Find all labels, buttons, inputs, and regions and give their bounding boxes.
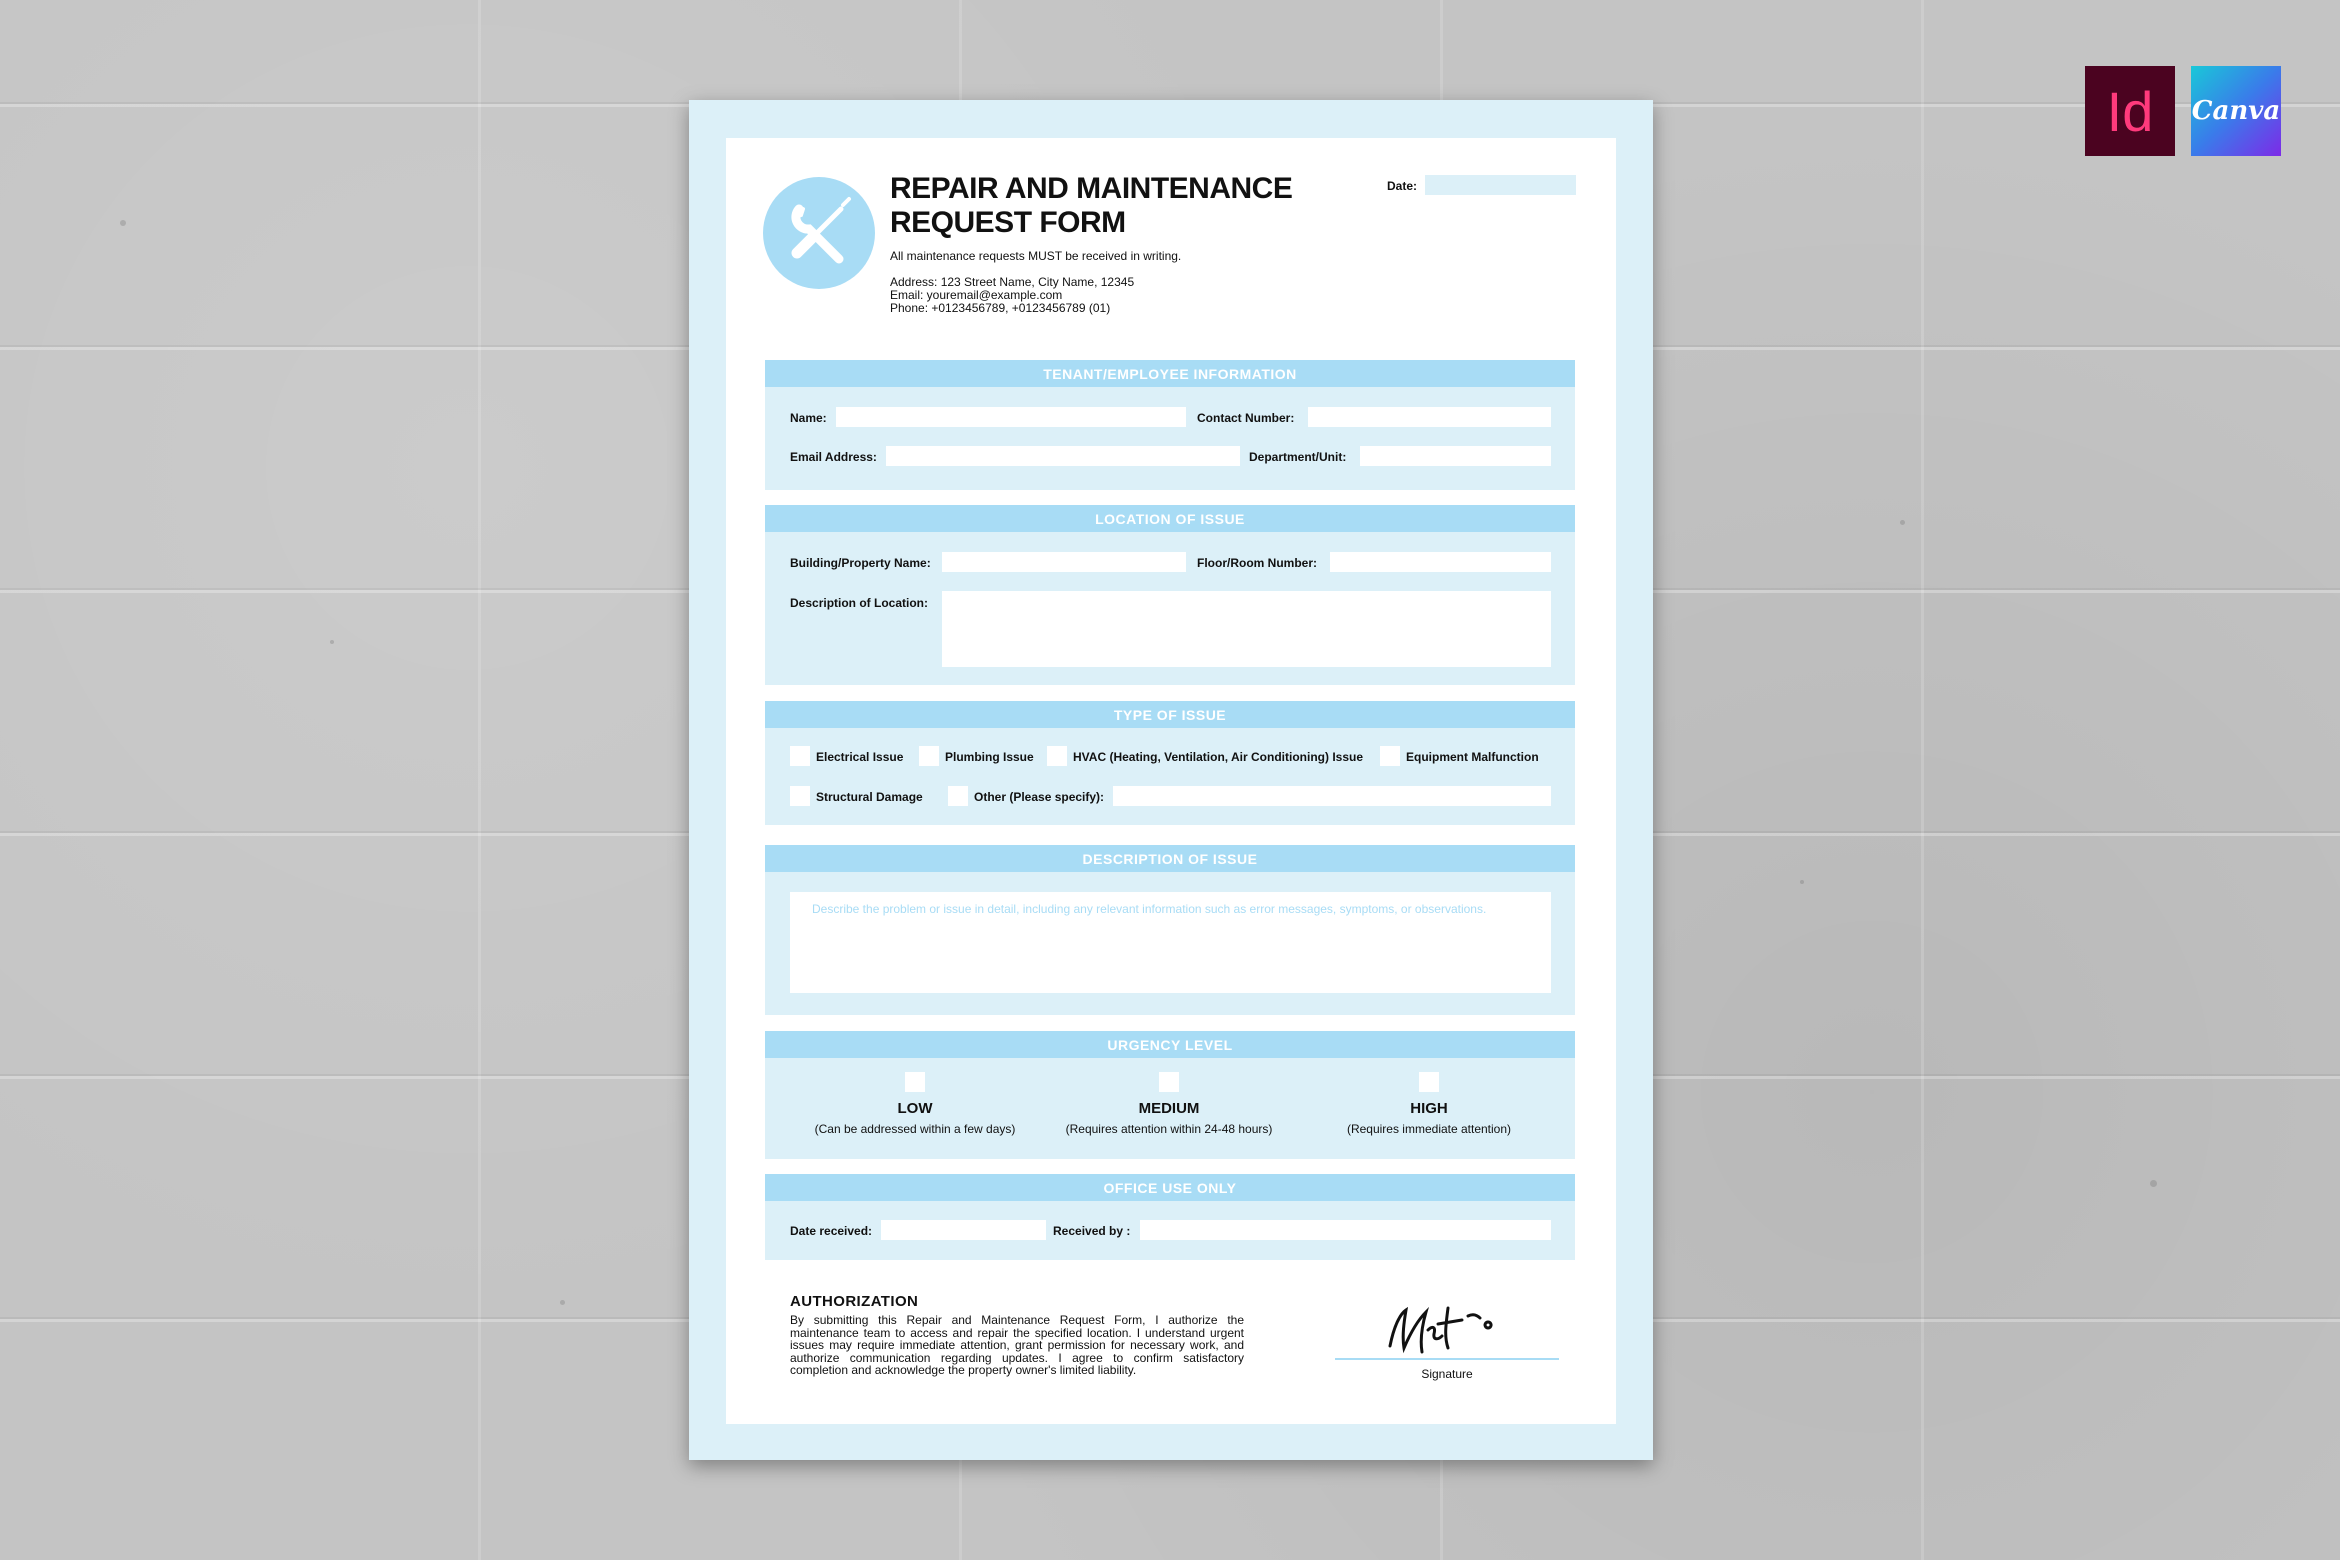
other-label: Other (Please specify):	[974, 790, 1105, 804]
urgency-medium-title: MEDIUM	[1138, 1100, 1200, 1117]
contact-address: Address: 123 Street Name, City Name, 12345	[890, 275, 1135, 289]
email-label: Email Address:	[790, 450, 877, 464]
date-field[interactable]	[1425, 175, 1576, 195]
urgency-heading: URGENCY LEVEL	[765, 1031, 1575, 1058]
urgency-high-desc: (Requires immediate attention)	[1346, 1122, 1512, 1136]
location-description-field[interactable]	[942, 591, 1551, 667]
wall-speck	[2150, 1180, 2157, 1187]
floor-field[interactable]	[1330, 552, 1551, 572]
office-section	[765, 1174, 1575, 1260]
office-heading: OFFICE USE ONLY	[765, 1174, 1575, 1201]
urgency-low-checkbox[interactable]	[905, 1072, 925, 1092]
building-field[interactable]	[942, 552, 1186, 572]
structural-checkbox[interactable]	[790, 786, 810, 806]
urgency-high-checkbox[interactable]	[1419, 1072, 1439, 1092]
location-description-label: Description of Location:	[790, 596, 928, 610]
electrical-label: Electrical Issue	[816, 750, 904, 764]
other-checkbox[interactable]	[948, 786, 968, 806]
electrical-checkbox[interactable]	[790, 746, 810, 766]
description-section	[765, 845, 1575, 1015]
wall-speck	[1800, 880, 1804, 884]
tenant-section	[765, 360, 1575, 490]
header-note: All maintenance requests MUST be received in writing.	[890, 249, 1182, 263]
equipment-label: Equipment Malfunction	[1406, 750, 1539, 764]
type-section	[765, 701, 1575, 825]
location-section	[765, 505, 1575, 685]
plumbing-label: Plumbing Issue	[945, 750, 1034, 764]
other-specify-field[interactable]	[1113, 786, 1551, 806]
department-label: Department/Unit:	[1249, 450, 1347, 464]
authorization-text: By submitting this Repair and Maintenance Request Form, I authorize the maintenance team to access and repair the specified location. I understand urgent issues may require immediate attention, grant permission for necessary work, and authorize communication regarding updates. I agree to confirm satisfactory completion and acknowledge the property owner's limited liability.	[790, 1313, 1244, 1377]
indesign-logo-icon	[2085, 66, 2175, 156]
description-heading: DESCRIPTION OF ISSUE	[765, 845, 1575, 872]
signature-scribble-icon	[1376, 1296, 1526, 1360]
floor-label: Floor/Room Number:	[1197, 556, 1317, 570]
structural-label: Structural Damage	[816, 790, 923, 804]
contact-phone: Phone: +0123456789, +0123456789 (01)	[890, 301, 1111, 315]
contact-email: Email: youremail@example.com	[890, 288, 1063, 302]
plumbing-checkbox[interactable]	[919, 746, 939, 766]
indesign-logo-text: Id	[2106, 79, 2154, 143]
urgency-low-title: LOW	[897, 1100, 933, 1117]
urgency-high-title: HIGH	[1410, 1100, 1448, 1117]
received-by-field[interactable]	[1140, 1220, 1551, 1240]
canva-logo-text: Canva	[2191, 96, 2281, 126]
urgency-medium-checkbox[interactable]	[1159, 1072, 1179, 1092]
contact-number-field[interactable]	[1308, 407, 1551, 427]
urgency-medium-desc: (Requires attention within 24-48 hours)	[1065, 1122, 1273, 1136]
email-field[interactable]	[886, 446, 1240, 466]
date-received-label: Date received:	[790, 1224, 873, 1238]
urgency-section	[765, 1031, 1575, 1159]
signature-line[interactable]	[1335, 1358, 1559, 1360]
date-received-field[interactable]	[881, 1220, 1046, 1240]
contact-block	[890, 276, 1134, 315]
date-label: Date:	[1387, 179, 1418, 193]
type-heading: TYPE OF ISSUE	[765, 701, 1575, 728]
wall-speck	[330, 640, 334, 644]
location-heading: LOCATION OF ISSUE	[765, 505, 1575, 532]
wall-speck	[1900, 520, 1905, 525]
title-line-2: REQUEST FORM	[890, 206, 1126, 239]
canva-logo-icon	[2191, 66, 2281, 156]
wall-speck	[560, 1300, 565, 1305]
form-page	[726, 138, 1616, 1424]
issue-description-field[interactable]	[790, 892, 1551, 993]
contact-number-label: Contact Number:	[1197, 411, 1295, 425]
form-sheet	[689, 100, 1653, 1460]
title-line-1: REPAIR AND MAINTENANCE	[890, 172, 1293, 205]
building-label: Building/Property Name:	[790, 556, 931, 570]
name-field[interactable]	[836, 407, 1186, 427]
hvac-label: HVAC (Heating, Ventilation, Air Conditioning) Issue	[1073, 750, 1364, 764]
tenant-heading: TENANT/EMPLOYEE INFORMATION	[765, 360, 1575, 387]
authorization-heading: AUTHORIZATION	[790, 1293, 919, 1310]
tools-logo-icon	[763, 177, 875, 289]
urgency-low-desc: (Can be addressed within a few days)	[814, 1122, 1016, 1136]
signature-label: Signature	[1421, 1367, 1473, 1381]
page-title	[890, 172, 1292, 240]
wall-speck	[120, 220, 126, 226]
hvac-checkbox[interactable]	[1047, 746, 1067, 766]
name-label: Name:	[790, 411, 827, 425]
equipment-checkbox[interactable]	[1380, 746, 1400, 766]
department-field[interactable]	[1360, 446, 1551, 466]
issue-description-placeholder: Describe the problem or issue in detail, including any relevant information such as error messages, symptoms, or observations.	[812, 902, 1487, 916]
received-by-label: Received by :	[1053, 1224, 1131, 1238]
